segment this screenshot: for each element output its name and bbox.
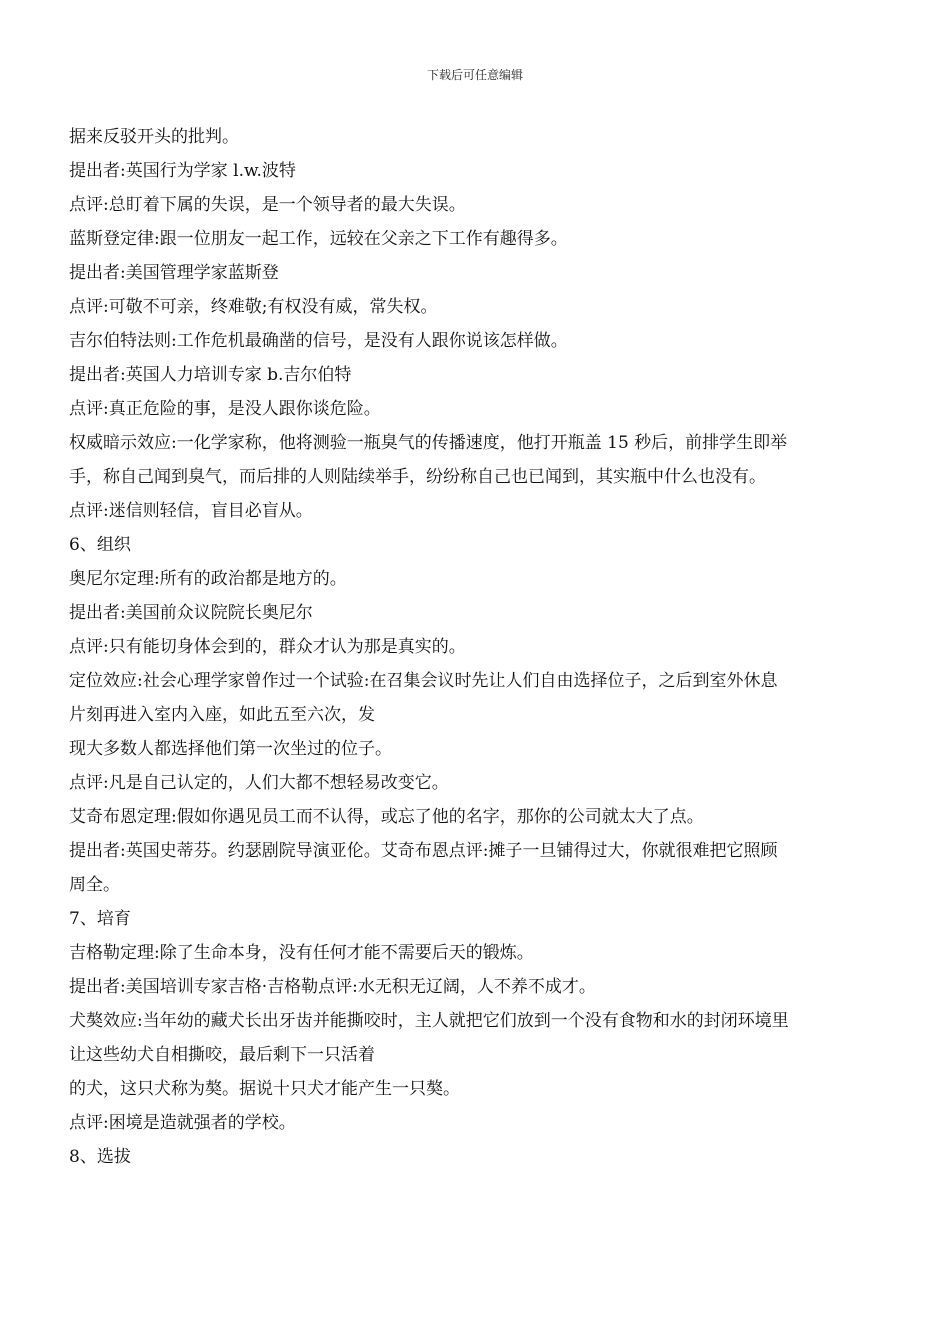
text-line: 手，称自己闻到臭气，而后排的人则陆续举手，纷纷称自己也已闻到，其实瓶中什么也没有。: [69, 467, 766, 487]
text-line: 权威暗示效应:一化学家称，他将测验一瓶臭气的传播速度，他打开瓶盖 15 秒后，前排学生即举: [69, 433, 788, 453]
text-line: 点评:只有能切身体会到的，群众才认为那是真实的。: [69, 637, 466, 657]
text-line: 提出者:美国管理学家蓝斯登: [69, 263, 279, 283]
text-line: 周全。: [69, 875, 120, 895]
text-line: 吉格勒定理:除了生命本身，没有任何才能不需要后天的锻炼。: [69, 943, 534, 963]
text-line: 奥尼尔定理:所有的政治都是地方的。: [69, 569, 347, 589]
text-line: 点评:困境是造就强者的学校。: [69, 1113, 296, 1133]
text-line: 艾奇布恩定理:假如你遇见员工而不认得，或忘了他的名字，那你的公司就太大了点。: [69, 807, 704, 827]
text-line: 的犬，这只犬称为獒。据说十只犬才能产生一只獒。: [69, 1079, 460, 1099]
text-line: 吉尔伯特法则:工作危机最确凿的信号，是没有人跟你说该怎样做。: [69, 331, 568, 351]
page-header: 下载后可任意编辑: [426, 68, 523, 82]
section-heading: 7、培育: [69, 909, 131, 929]
section-heading: 6、组织: [69, 535, 131, 555]
text-line: 定位效应:社会心理学家曾作过一个试验:在召集会议时先让人们自由选择位子，之后到室外休息: [69, 671, 778, 691]
text-line: 片刻再进入室内入座，如此五至六次，发: [69, 705, 375, 725]
text-line: 蓝斯登定律:跟一位朋友一起工作，远较在父亲之下工作有趣得多。: [69, 229, 568, 249]
text-line: 据来反驳开头的批判。: [69, 127, 239, 147]
text-line: 提出者:英国人力培训专家 b.吉尔伯特: [69, 365, 352, 385]
text-line: 提出者:英国史蒂芬。约瑟剧院导演亚伦。艾奇布恩点评:摊子一旦铺得过大，你就很难把它照顾: [69, 841, 778, 861]
document-body: [69, 120, 899, 1174]
section-heading: 8、选拔: [69, 1147, 131, 1167]
text-line: 提出者:英国行为学家 l.w.波特: [69, 161, 296, 181]
text-line: 点评:真正危险的事，是没人跟你谈危险。: [69, 399, 381, 419]
text-line: 点评:可敬不可亲，终难敬;有权没有威，常失权。: [69, 297, 438, 317]
text-line: 犬獒效应:当年幼的藏犬长出牙齿并能撕咬时，主人就把它们放到一个没有食物和水的封闭环境里: [69, 1011, 789, 1031]
text-line: 提出者:美国前众议院院长奥尼尔: [69, 603, 313, 623]
text-line: 点评:凡是自己认定的，人们大都不想轻易改变它。: [69, 773, 449, 793]
text-line: 提出者:美国培训专家吉格·吉格勒点评:水无积无辽阔，人不养不成才。: [69, 977, 596, 997]
text-line: 现大多数人都选择他们第一次坐过的位子。: [69, 739, 392, 759]
text-line: 让这些幼犬自相撕咬，最后剩下一只活着: [69, 1045, 375, 1065]
text-line: 点评:迷信则轻信，盲目必盲从。: [69, 501, 313, 521]
text-line: 点评:总盯着下属的失误，是一个领导者的最大失误。: [69, 195, 466, 215]
